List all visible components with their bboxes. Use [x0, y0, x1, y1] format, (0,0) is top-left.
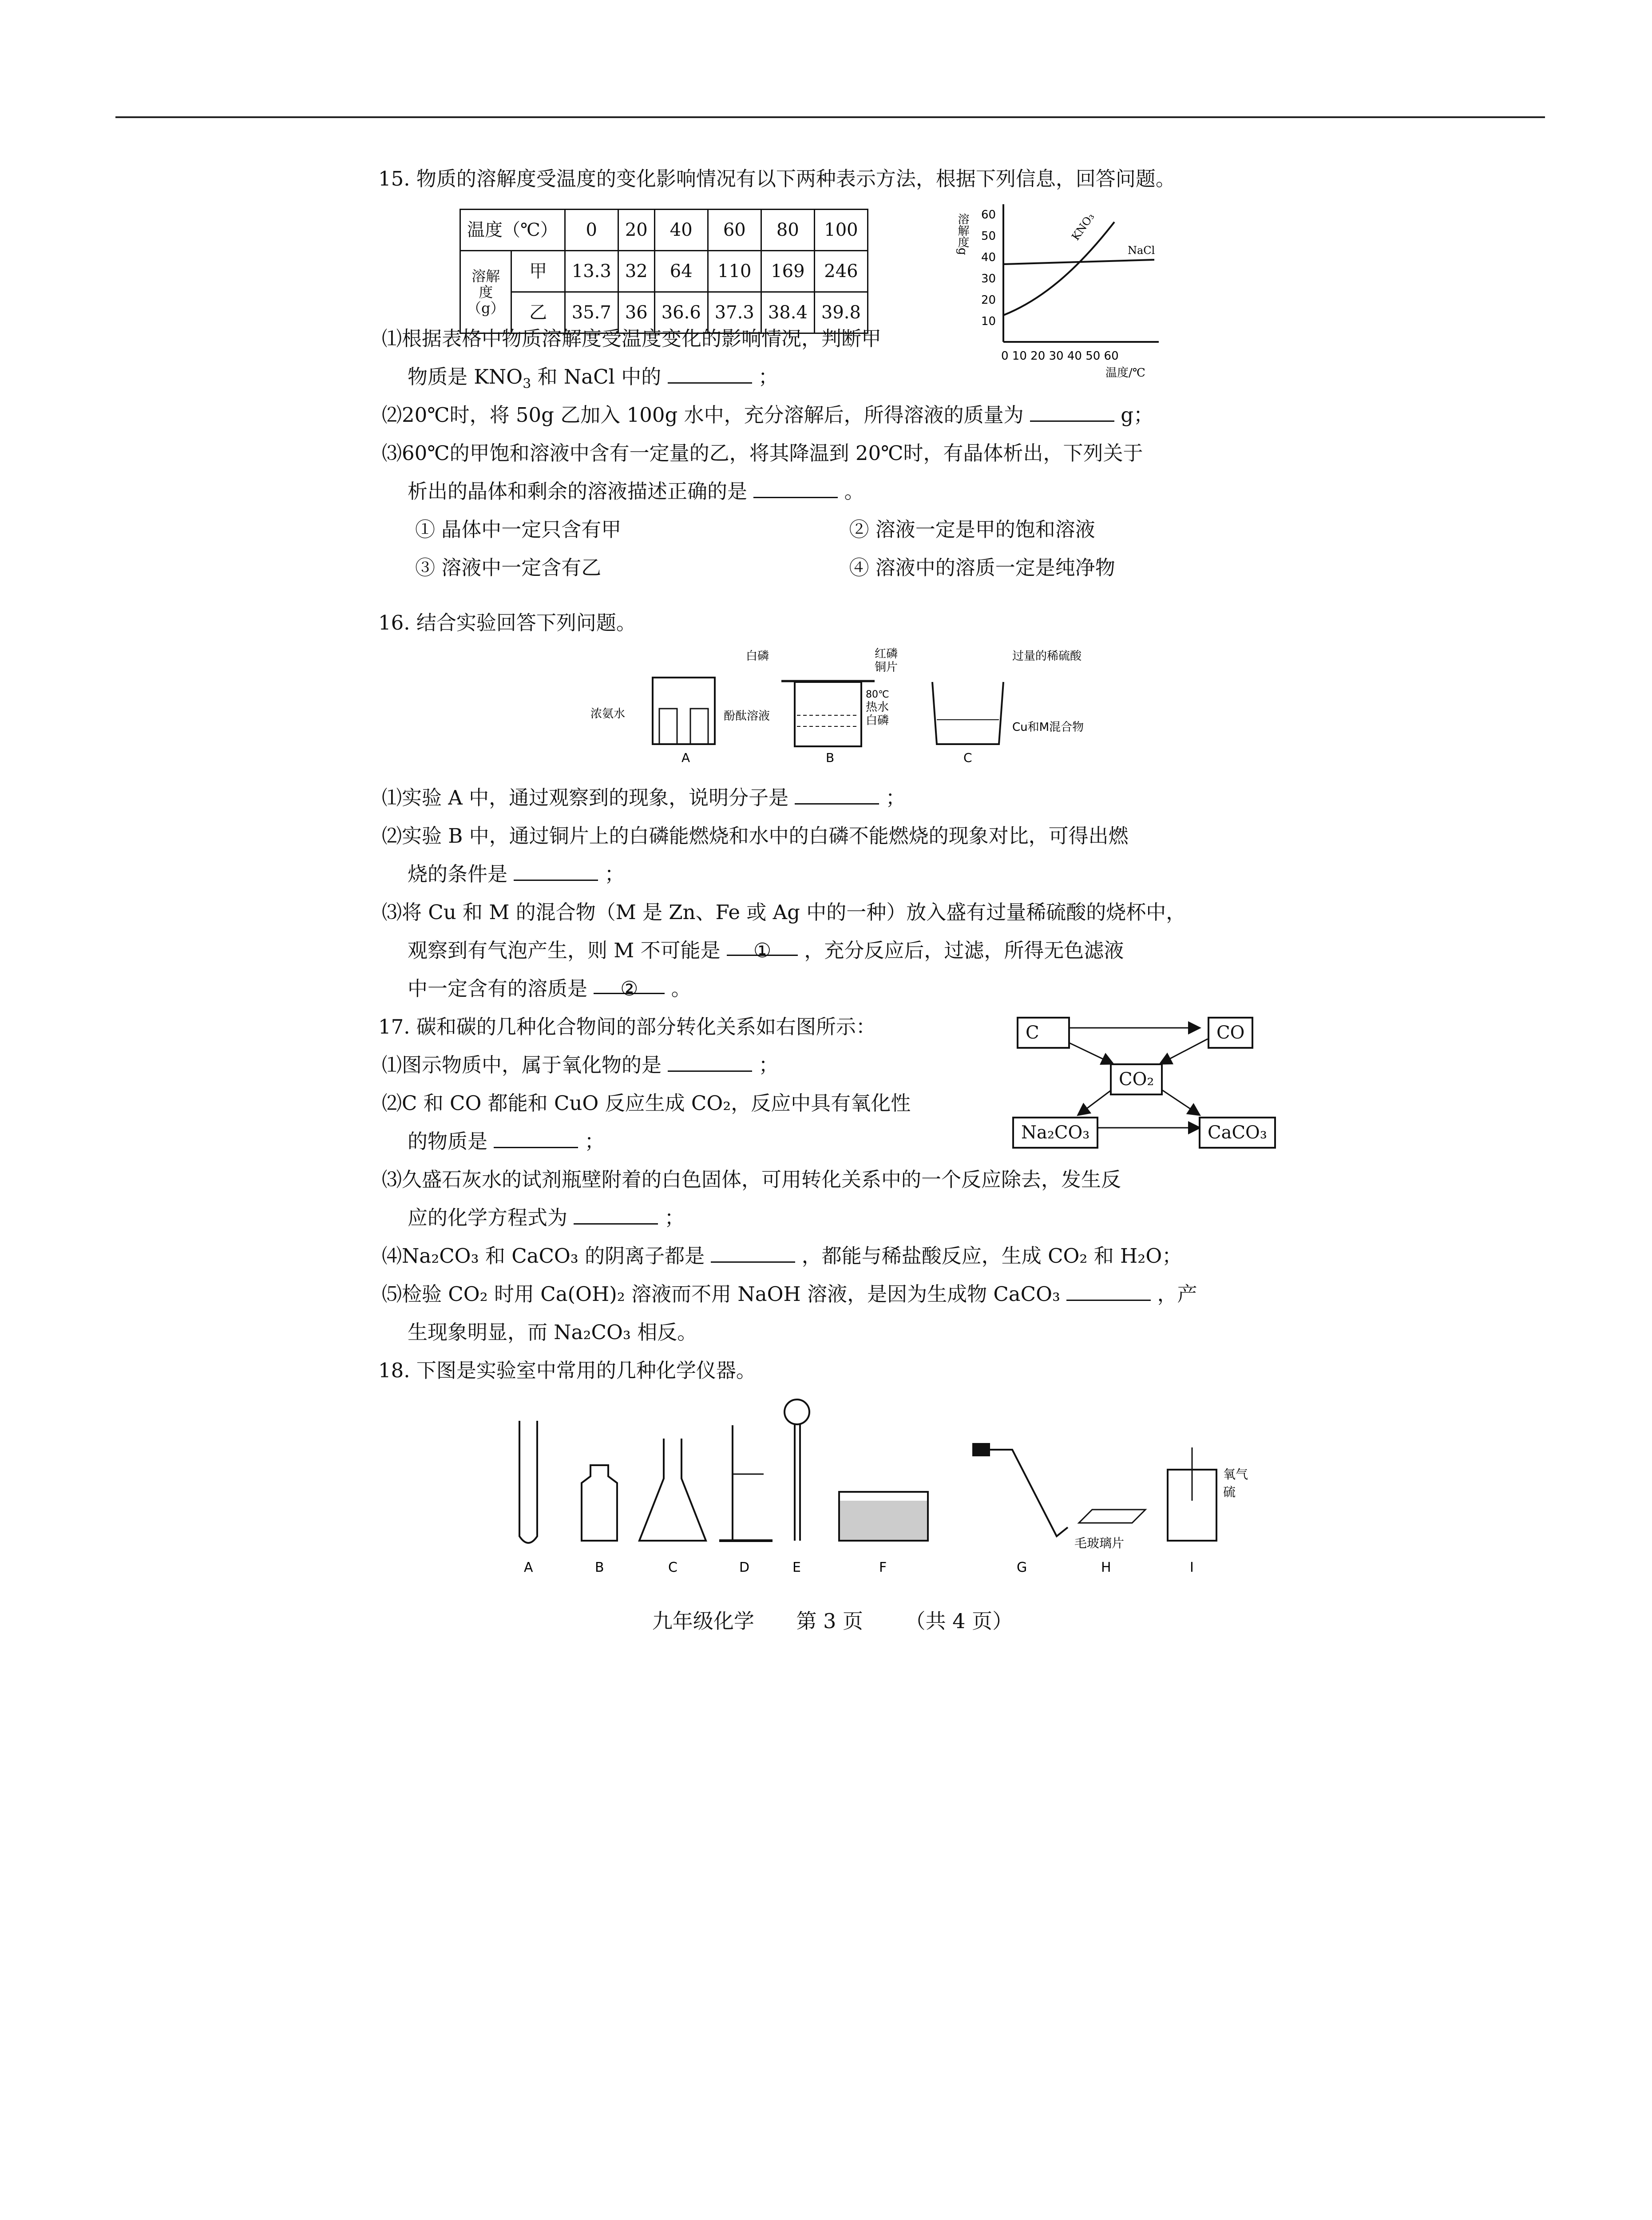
q15-p2-end: g；: [1121, 403, 1154, 427]
q17-p4-end: ，都能与稀盐酸反应，生成 CO₂ 和 H₂O；: [801, 1244, 1182, 1268]
footer-page: 第 3 页: [796, 1609, 863, 1633]
q15-p1a: ⑴根据表格中物质溶解度受温度变化的影响情况，判断甲: [382, 327, 882, 350]
top-rule: [115, 116, 1545, 118]
label-c: C: [668, 1560, 677, 1575]
q17-p3b: [382, 1199, 1283, 1237]
q17-p1-end: ；: [758, 1053, 779, 1077]
graph-ytick: 60: [981, 208, 996, 222]
test-tube-icon: [519, 1421, 537, 1543]
q16-p3b-end: ，充分反应后，过滤，所得无色滤液: [804, 939, 1124, 962]
row-b-cell: 39.8: [814, 292, 868, 333]
solubility-graph: [956, 195, 1208, 382]
b-white-label: 白磷: [746, 650, 769, 663]
experiment-b: [746, 647, 898, 765]
box-na2co3: Na₂CO₃: [1012, 1117, 1098, 1149]
bottle-icon: [582, 1465, 617, 1541]
q17-p3a: ⑶久盛石灰水的试剂瓶壁附着的白色固体，可用转化关系中的一个反应除去，发生反: [382, 1168, 1121, 1191]
q15-p3b-end: 。: [844, 480, 864, 503]
graph-ytick: 50: [981, 230, 996, 243]
label-f: F: [879, 1560, 887, 1575]
label-e: E: [792, 1560, 801, 1575]
q15-p1b-pre: 物质是 KNO: [408, 365, 523, 388]
experiment-a: [590, 678, 770, 765]
box-caco3: CaCO₃: [1199, 1117, 1276, 1149]
instrument-labels: [524, 1560, 1194, 1575]
row-b-name: 乙: [511, 292, 565, 333]
temp-cell: 80: [761, 210, 814, 251]
b-label: B: [826, 750, 835, 765]
answer-blank[interactable]: [668, 1047, 752, 1072]
label-h: H: [1101, 1560, 1111, 1575]
a-right-label: 酚酞溶液: [724, 710, 770, 723]
q16-p3b: [382, 932, 1283, 970]
label-i: I: [1190, 1560, 1194, 1575]
temp-cell: 40: [654, 210, 708, 251]
b-white2-label: 白磷: [866, 714, 889, 727]
label-a: A: [524, 1560, 533, 1575]
experiment-c: [932, 650, 1084, 765]
graph-ytick: 30: [981, 272, 996, 285]
funnel-icon: [784, 1399, 809, 1541]
question-15: [378, 160, 1283, 604]
i-text-sulfur: 硫: [1223, 1485, 1236, 1499]
graph-xlabel: 温度/℃: [1105, 366, 1145, 380]
footer-subject: 九年级化学: [652, 1609, 754, 1633]
q15-p1b-mid: 和 NaCl 中的: [537, 365, 662, 388]
row-b-cell: 37.3: [708, 292, 761, 333]
q16-stem: 16. 结合实验回答下列问题。: [378, 611, 636, 634]
box-co: CO: [1208, 1017, 1253, 1049]
box-co2: CO₂: [1110, 1063, 1163, 1095]
q17-p2b-end: ；: [584, 1130, 605, 1153]
q17-p3b-end: ；: [664, 1206, 685, 1229]
q16-p2b-pre: 烧的条件是: [408, 862, 508, 886]
c-mix-label: Cu和M混合物: [1012, 721, 1084, 734]
q15-stem: 15. 物质的溶解度受温度的变化影响情况有以下两种表示方法，根据下列信息，回答问题。: [378, 167, 1176, 190]
graph-ytick: 40: [981, 251, 996, 264]
answer-blank[interactable]: [711, 1238, 795, 1263]
graph-ytick: 10: [981, 315, 996, 328]
graph-ytick: 20: [981, 293, 996, 307]
row-b-cell: 36: [618, 292, 654, 333]
q17-stem: 17. 碳和碳的几种化合物间的部分转化关系如右图所示：: [378, 1015, 876, 1039]
option-3: ③ 溶液中一定含有乙: [415, 556, 602, 579]
q16-p1-end: ；: [885, 786, 906, 809]
question-16: [378, 604, 1283, 1008]
temp-cell: 20: [618, 210, 654, 251]
q15-p1b: 物质是 $KNO_3$ 和 NaCl 中的 ；: [382, 358, 968, 403]
graph-xticks: 0 10 20 30 40 50 60: [1001, 349, 1119, 363]
row-a-cell: 169: [761, 251, 814, 292]
row-a-cell: 32: [618, 251, 654, 292]
kno3-label: KNO₃: [1069, 210, 1097, 243]
q16-p3c-pre: 中一定含有的溶质是: [408, 977, 588, 1000]
q15-p1b-end: ；: [758, 365, 778, 388]
q15-p3b: [382, 472, 1283, 511]
q16-p1: [382, 779, 1283, 817]
b-copper-label: 铜片: [875, 661, 898, 674]
answer-blank[interactable]: [494, 1124, 578, 1148]
q16-p3c: [382, 970, 1283, 1008]
answer-blank[interactable]: [574, 1200, 658, 1225]
glass-plate-icon: [1074, 1510, 1145, 1550]
conical-flask-icon: [639, 1439, 706, 1541]
answer-blank-1[interactable]: ①: [727, 932, 798, 956]
q16-p2b-end: ；: [604, 862, 625, 886]
q16-p2b: [382, 855, 1283, 893]
q16-p3a: ⑶将 Cu 和 M 的混合物（M 是 Zn、Fe 或 Ag 中的一种）放入盛有过量稀硫酸的烧杯中，: [382, 900, 1186, 924]
box-c: C: [1017, 1017, 1070, 1049]
row-a-cell: 13.3: [565, 251, 618, 292]
label-d: D: [739, 1560, 750, 1575]
row-a-name: 甲: [511, 251, 565, 292]
answer-blank[interactable]: [1066, 1276, 1151, 1301]
q16-p2a: ⑵实验 B 中，通过铜片上的白磷能燃烧和水中的白磷不能燃烧的现象对比，可得出燃: [382, 824, 1129, 848]
answer-blank[interactable]: [753, 474, 838, 498]
experiment-figure: [382, 642, 1283, 766]
q15-p3b-pre: 析出的晶体和剩余的溶液描述正确的是: [408, 480, 748, 503]
graph-ylabel: 溶解度g: [956, 213, 969, 255]
label-g: G: [1017, 1560, 1027, 1575]
solubility-table: [460, 209, 868, 334]
b-red-label: 红磷: [875, 647, 898, 661]
q17-p5b: 生现象明显，而 Na₂CO₃ 相反。: [408, 1320, 697, 1344]
water-trough-icon: [839, 1492, 928, 1541]
row-a-cell: 246: [814, 251, 868, 292]
q16-p1-pre: ⑴实验 A 中，通过观察到的现象，说明分子是: [382, 786, 789, 809]
q15-p3a: ⑶60℃的甲饱和溶液中含有一定量的乙，将其降温到 20℃时，有晶体析出，下列关于: [382, 441, 1143, 465]
instruments-figure: [382, 1394, 1283, 1581]
answer-blank[interactable]: [795, 780, 879, 805]
nacl-label: NaCl: [1128, 244, 1155, 257]
q18-stem: 18. 下图是实验室中常用的几种化学仪器。: [378, 1359, 756, 1382]
question-17: [378, 1008, 1283, 1352]
a-label: A: [681, 750, 690, 765]
row-a-cell: 64: [654, 251, 708, 292]
a-left-label: 浓氨水: [590, 707, 626, 721]
c-acid-label: 过量的稀硫酸: [1012, 650, 1082, 663]
gas-jar-icon: [1168, 1447, 1248, 1541]
carbon-relation-diagram: [1012, 1008, 1279, 1150]
sol-label: 溶解度（g）: [460, 251, 511, 333]
q17-p5a-pre: ⑸检验 CO₂ 时用 Ca(OH)₂ 溶液而不用 NaOH 溶液，是因为生成物 CaCO₃: [382, 1282, 1061, 1306]
q17-p4-pre: ⑷Na₂CO₃ 和 CaCO₃ 的阴离子都是: [382, 1244, 705, 1268]
label-b: B: [595, 1560, 604, 1575]
page-footer: [382, 1602, 1283, 1640]
option-2: ② 溶液一定是甲的饱和溶液: [849, 518, 1095, 541]
i-text-oxygen: 氧气: [1223, 1467, 1248, 1482]
option-1: ① 晶体中一定只含有甲: [415, 518, 622, 541]
q15-options: [382, 511, 1283, 587]
q17-p2b-pre: 的物质是: [408, 1130, 488, 1153]
q17-p5a-end: ，产: [1157, 1282, 1197, 1306]
answer-blank[interactable]: [1030, 397, 1114, 422]
temp-cell: 0: [565, 210, 618, 251]
question-18: [378, 1352, 1283, 1593]
answer-blank-2[interactable]: ②: [594, 970, 665, 994]
q17-p2a: ⑵C 和 CO 都能和 CuO 反应生成 CO₂，反应中具有氧化性: [382, 1091, 911, 1115]
q17-p1-pre: ⑴图示物质中，属于氧化物的是: [382, 1053, 662, 1077]
q16-p3c-end: 。: [671, 977, 691, 1000]
delivery-tube-icon: [972, 1443, 1068, 1536]
answer-blank[interactable]: [668, 359, 752, 384]
q15-p2: [382, 396, 1283, 434]
q16-p3b-pre: 观察到有气泡产生，则 M 不可能是: [408, 939, 721, 962]
temp-header: 温度（℃）: [460, 210, 565, 251]
h-text: 毛玻璃片: [1074, 1536, 1125, 1550]
b-temp-label: 80℃: [866, 689, 889, 700]
q17-p4: [382, 1237, 1283, 1275]
temp-cell: 60: [708, 210, 761, 251]
iron-stand-icon: [719, 1425, 773, 1541]
row-a-cell: 110: [708, 251, 761, 292]
b-water-label: 热水: [866, 701, 889, 714]
row-b-cell: 36.6: [654, 292, 708, 333]
row-b-cell: 35.7: [565, 292, 618, 333]
q17-p5a: [382, 1275, 1283, 1313]
q17-p3b-pre: 应的化学方程式为: [408, 1206, 568, 1229]
temp-cell: 100: [814, 210, 868, 251]
answer-blank[interactable]: [514, 856, 598, 881]
kno3-curve: [1003, 222, 1114, 315]
footer-total: （共 4 页）: [905, 1609, 1013, 1633]
row-b-cell: 38.4: [761, 292, 814, 333]
c-label: C: [963, 750, 972, 765]
q15-p2-pre: ⑵20℃时，将 50g 乙加入 100g 水中，充分溶解后，所得溶液的质量为: [382, 403, 1024, 427]
page-content: [378, 160, 1283, 1640]
option-4: ④ 溶液中的溶质一定是纯净物: [849, 556, 1115, 579]
